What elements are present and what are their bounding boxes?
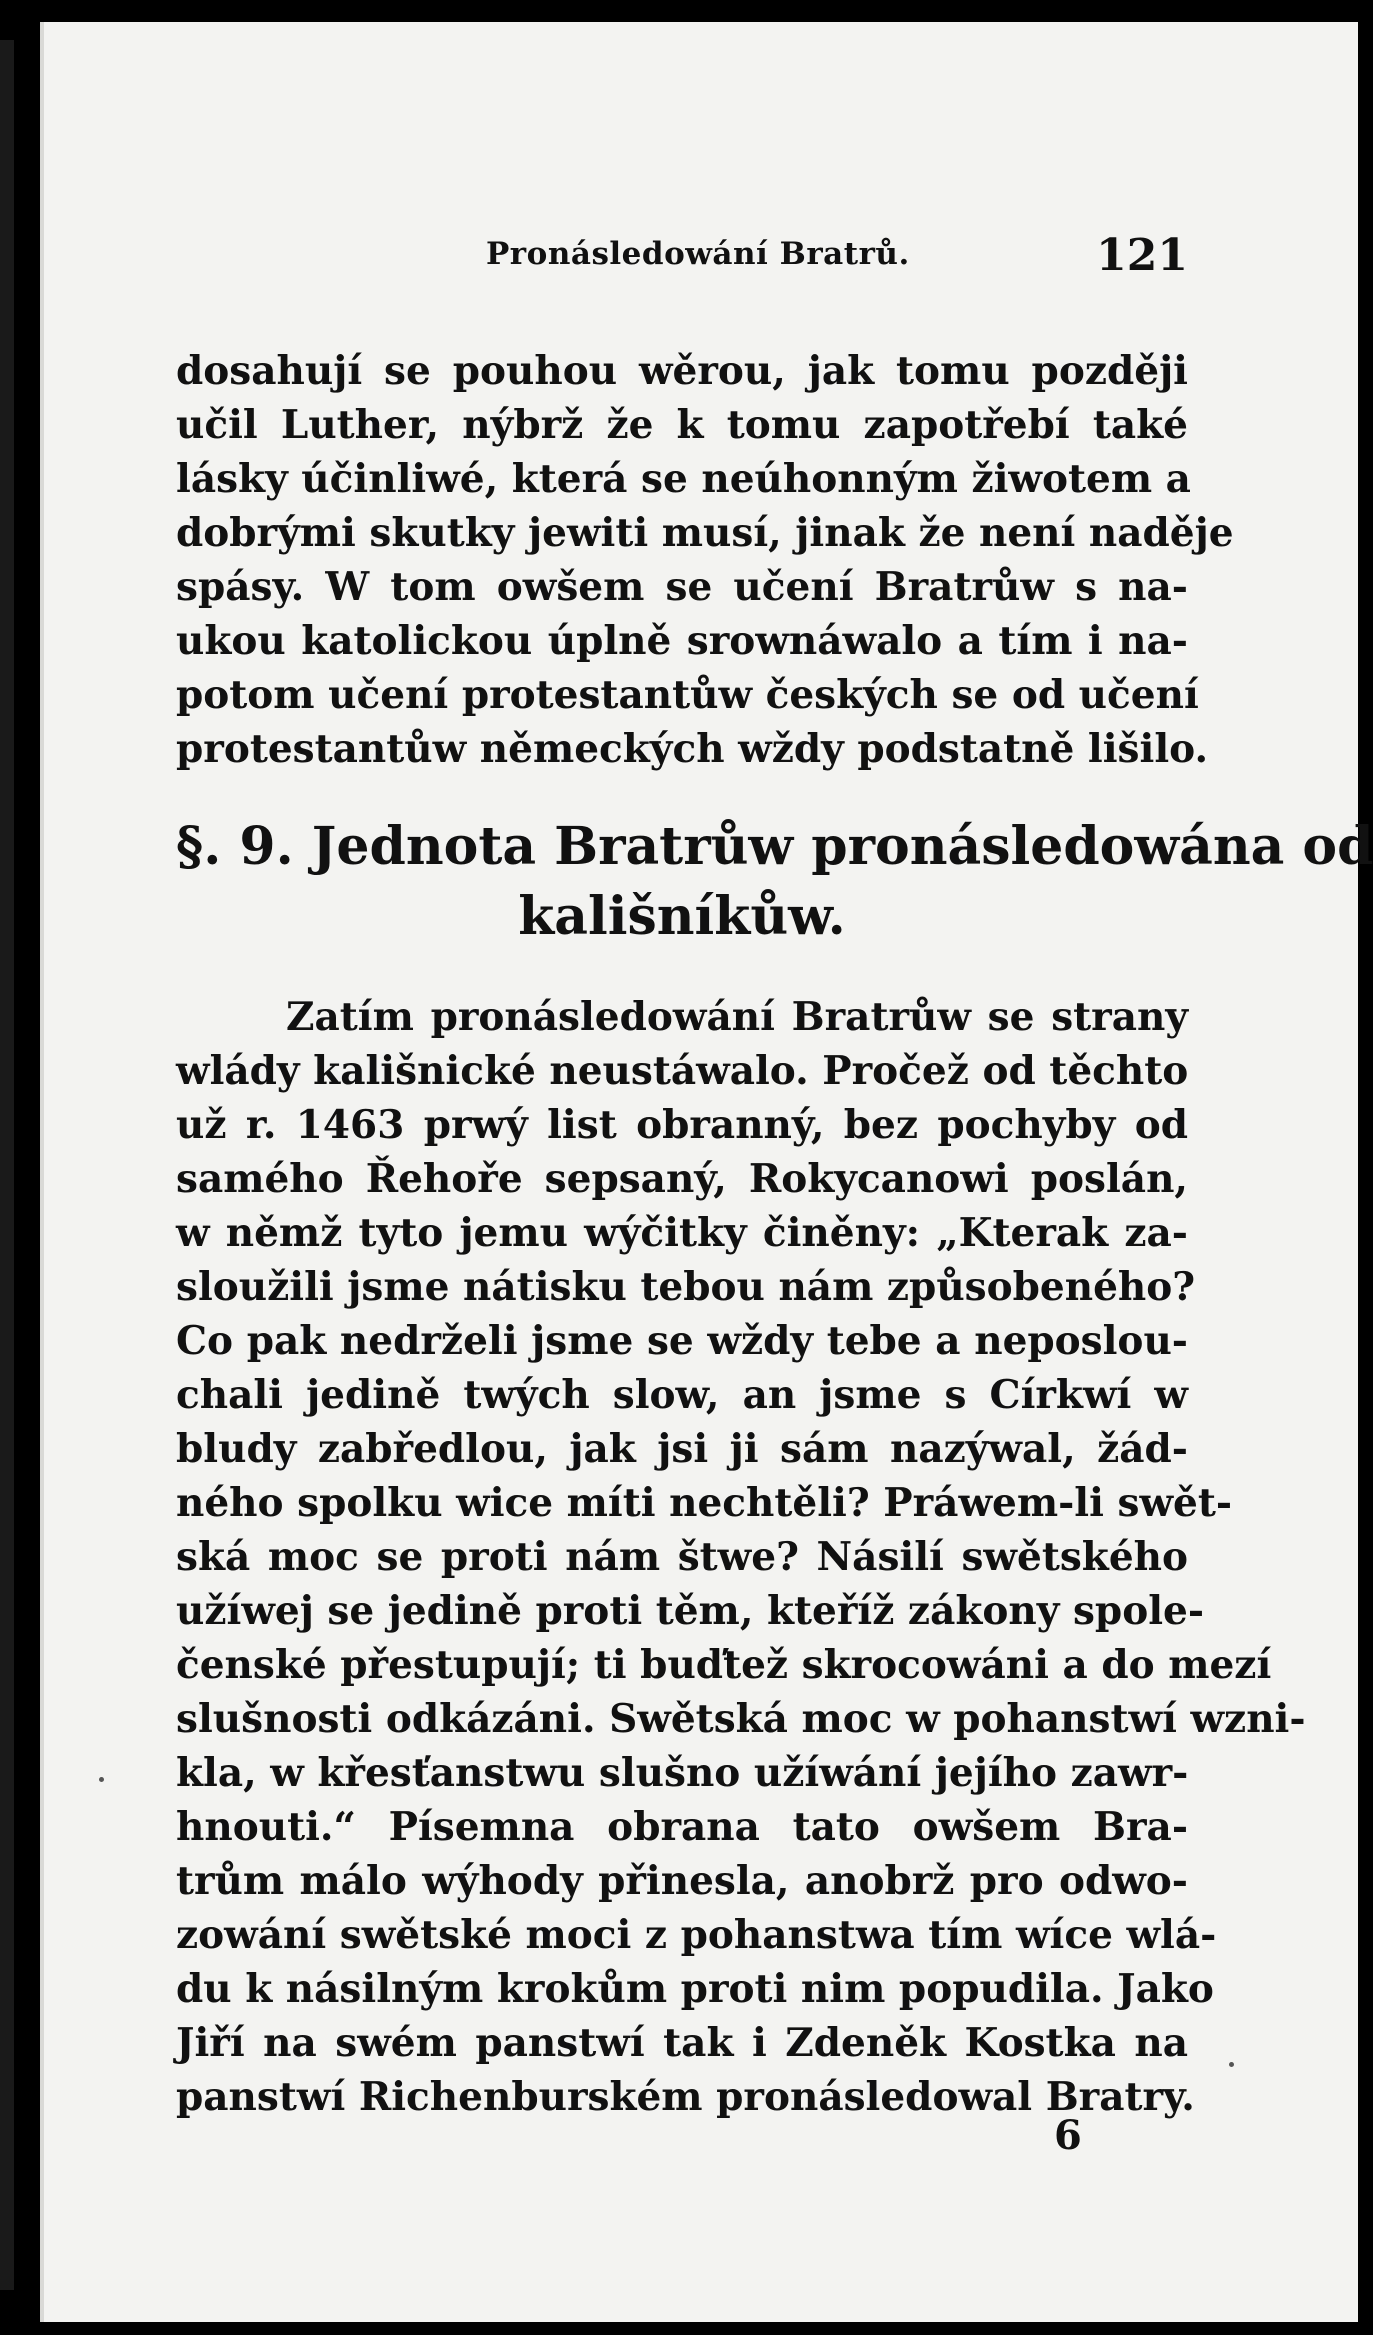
text-line: kla, w křesťanstwu slušno užíwání jejího zawr- <box>176 1750 1189 1796</box>
text-line: chali jedině twých slow, an jsme s Církwí w <box>176 1372 1188 1418</box>
text-line: bludy zabředlou, jak jsi ji sám nazýwal, žád- <box>176 1426 1188 1472</box>
text-line: du k násilným krokům proti nim popudila. Jako <box>176 1966 1214 2012</box>
text-line: Co pak nedrželi jsme se wždy tebe a neposlou- <box>176 1318 1188 1364</box>
text-line: ská moc se proti nám štwe? Násilí swětského <box>176 1534 1188 1580</box>
paragraph-1 <box>176 344 1234 776</box>
text-line: samého Řehoře sepsaný, Rokycanowi poslán, <box>176 1156 1188 1202</box>
text-line: sloužili jsme nátisku tebou nám způsobeného? <box>176 1264 1196 1310</box>
paper-speck <box>99 1777 104 1782</box>
section-heading-line-1: §. 9. Jednota Bratrůw pronásledowána od <box>176 816 1373 877</box>
paragraph-2 <box>176 990 1306 2124</box>
text-line: už r. 1463 prwý list obranný, bez pochyby od <box>176 1102 1188 1148</box>
text-line: slušnosti odkázáni. Swětská moc w pohanstwí wzni- <box>176 1696 1306 1742</box>
text-line: učil Luther, nýbrž že k tomu zapotřebí také <box>176 402 1188 448</box>
text-line: Zatím pronásledowání Bratrůw se strany <box>286 994 1188 1040</box>
book-spine-edge <box>0 40 14 2290</box>
text-line: panstwí Richenburském pronásledowal Bratry. <box>176 2074 1195 2120</box>
text-line: trům málo wýhody přinesla, anobrž pro odwo- <box>176 1858 1188 1904</box>
text-line: ného spolku wice míti nechtěli? Práwem-li swět- <box>176 1480 1233 1526</box>
text-line: ukou katolickou úplně srownáwalo a tím i na- <box>176 618 1188 664</box>
page-number: 121 <box>1096 230 1188 281</box>
text-line: Jiří na swém panstwí tak i Zdeněk Kostka na <box>176 2020 1188 2066</box>
signature-mark: 6 <box>1054 2112 1082 2159</box>
text-line: wlády kališnické neustáwalo. Pročež od těchto <box>176 1048 1189 1094</box>
book-page <box>40 22 1373 2322</box>
paper-speck <box>1229 2062 1234 2067</box>
section-heading-line-2: kališníkůw. <box>518 886 846 947</box>
running-title: Pronásledowání Bratrů. <box>486 236 910 272</box>
text-line: hnouti.“ Písemna obrana tato owšem Bra- <box>176 1804 1188 1850</box>
text-line: čenské přestupují; ti buďtež skrocowáni a do mezí <box>176 1642 1272 1688</box>
text-line: lásky účinliwé, která se neúhonným žiwotem a <box>176 456 1191 502</box>
text-line: spásy. W tom owšem se učení Bratrůw s na- <box>176 564 1188 610</box>
text-line: protestantůw německých wždy podstatně lišilo. <box>176 726 1209 772</box>
running-head <box>176 230 1188 290</box>
text-line: užíwej se jedině proti těm, kteříž zákony spole- <box>176 1588 1205 1634</box>
text-line: w němž tyto jemu wýčitky činěny: „Kterak za- <box>176 1210 1188 1256</box>
text-line: zowání swětské moci z pohanstwa tím wíce wlá- <box>176 1912 1217 1958</box>
text-line: potom učení protestantůw českých se od učení <box>176 672 1199 718</box>
section-heading <box>176 812 1373 952</box>
text-line: dobrými skutky jewiti musí, jinak že není naděje <box>176 510 1234 556</box>
text-line: dosahují se pouhou wěrou, jak tomu později <box>176 348 1188 394</box>
